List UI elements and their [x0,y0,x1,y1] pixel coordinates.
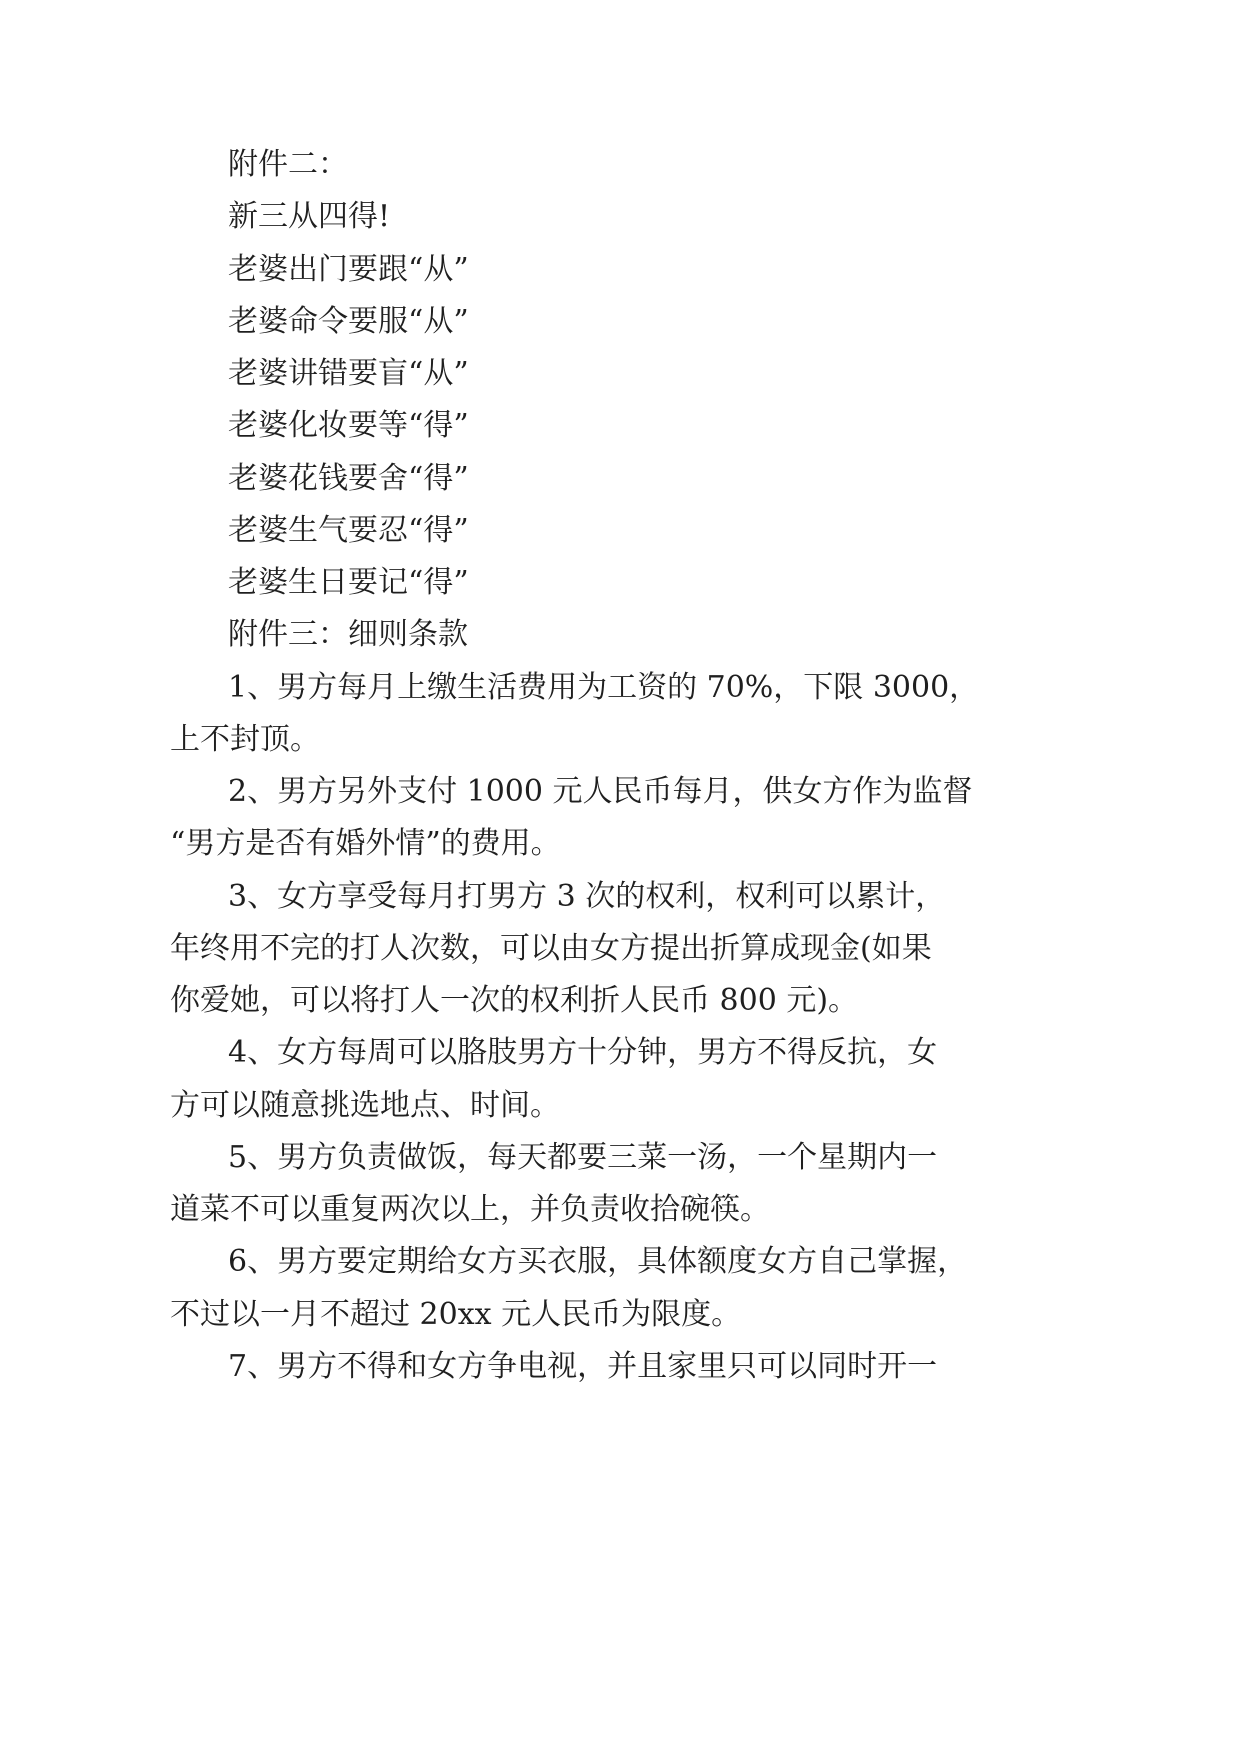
clause-7 [170,1341,1030,1393]
attachment-two-heading: 附件二： [228,147,348,182]
clause-line: 6、男方要定期给女方买衣服，具体额度女方自己掌握， [228,1244,968,1280]
rule-line-1: 老婆出门要跟“从” [228,251,469,287]
rule-line-7: 老婆生日要记“得” [228,565,469,600]
rule-line-5: 老婆花钱要舍“得” [228,460,469,496]
rule-line-4: 老婆化妆要等“得” [228,408,469,444]
clause-line: 道菜不可以重复两次以上，并负责收拾碗筷。 [170,1192,770,1227]
clause-5 [170,1132,1030,1237]
clause-line: “男方是否有婚外情”的费用。 [170,826,561,862]
clause-line: 你爱她，可以将打人一次的权利折人民币 800 元)。 [170,983,859,1018]
clause-line: 上不封顶。 [170,721,320,757]
clause-line: 2、男方另外支付 1000 元人民币每月，供女方作为监督 [228,774,973,809]
attachment-two-section [170,139,1030,609]
clause-line: 1、男方每月上缴生活费用为工资的 70%，下限 3000， [228,669,980,705]
rule-line-2: 老婆命令要服“从” [228,303,469,339]
clause-3 [170,871,1030,1028]
attachment-three-section [170,609,1030,1393]
clause-1 [170,662,1030,767]
clause-line: 年终用不完的打人次数，可以由女方提出折算成现金(如果 [170,930,932,966]
attachment-two-title: 新三从四得! [228,199,391,235]
clause-line: 5、男方负责做饭，每天都要三菜一汤，一个星期内一 [228,1139,938,1175]
clause-6 [170,1236,1030,1341]
clause-2 [170,766,1030,871]
clause-line: 方可以随意挑选地点、时间。 [170,1087,560,1123]
attachment-three-heading: 附件三：细则条款 [228,617,468,653]
clause-line: 3、女方享受每月打男方 3 次的权利，权利可以累计， [228,878,946,914]
clause-line: 不过以一月不超过 20xx 元人民币为限度。 [170,1296,742,1332]
rule-line-3: 老婆讲错要盲“从” [228,356,469,391]
rule-line-6: 老婆生气要忍“得” [228,512,469,548]
clause-line: 7、男方不得和女方争电视，并且家里只可以同时开一 [228,1348,938,1384]
clause-line: 4、女方每周可以胳肢男方十分钟，男方不得反抗，女 [228,1035,938,1071]
clause-4 [170,1027,1030,1132]
document-body [170,139,1030,1393]
